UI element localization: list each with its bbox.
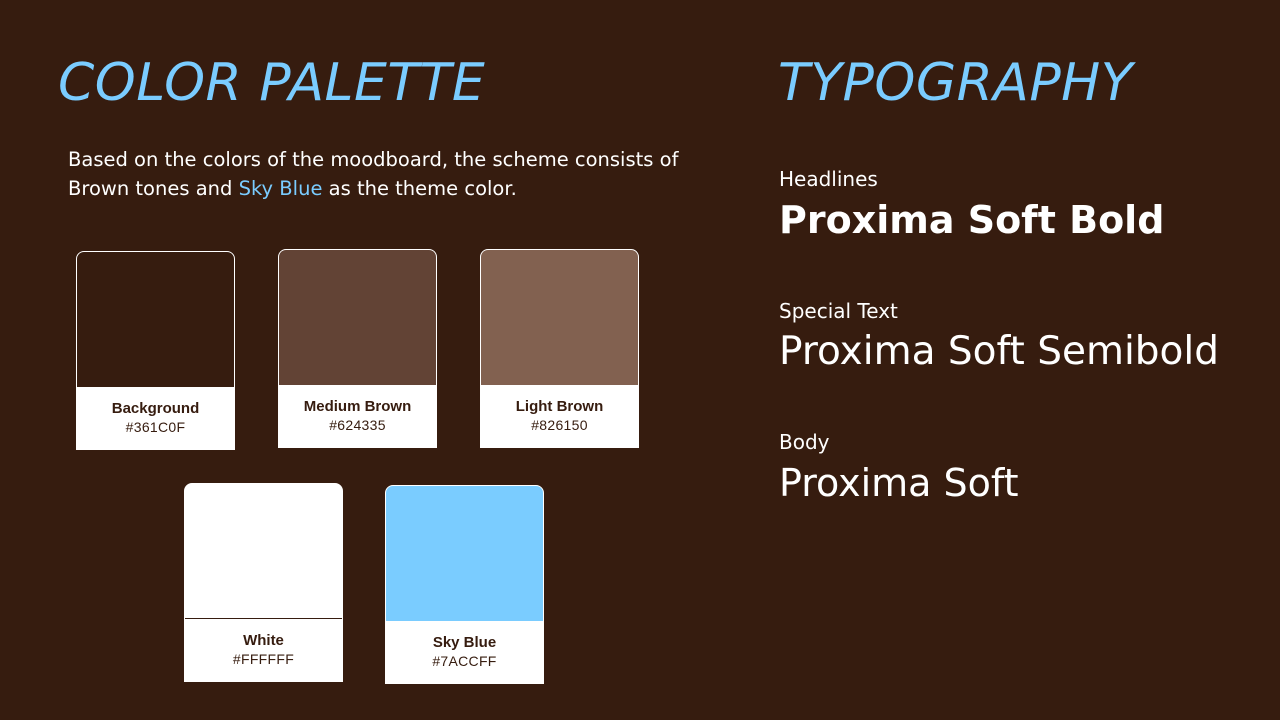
description-text-start: Based on the colors of the moodboard, the scheme consists of Brown tones and: [68, 148, 679, 200]
body-label: Body: [779, 430, 830, 454]
swatch-hex: #361C0F: [125, 419, 186, 435]
swatch-white: [184, 483, 343, 682]
swatch-caption: [185, 619, 342, 681]
swatch-caption: [386, 621, 543, 683]
typography-title: TYPOGRAPHY: [778, 53, 1134, 113]
swatch-light-brown: [480, 249, 639, 448]
swatch-sky-blue: [385, 485, 544, 684]
swatch-name: Background: [111, 400, 200, 417]
color-chip: [481, 250, 638, 385]
swatch-hex: #FFFFFF: [232, 651, 295, 667]
color-chip: [386, 486, 543, 621]
body-font-sample: Proxima Soft: [779, 461, 1019, 505]
headlines-label: Headlines: [779, 167, 878, 191]
color-chip: [185, 484, 342, 619]
swatch-name: Light Brown: [515, 398, 604, 415]
swatch-medium-brown: [278, 249, 437, 448]
swatch-name: White: [243, 632, 284, 649]
swatch-hex: #826150: [531, 417, 588, 433]
headlines-font-sample: Proxima Soft Bold: [779, 198, 1165, 242]
swatch-hex: #7ACCFF: [432, 653, 497, 669]
description-text-end: as the theme color.: [322, 177, 517, 200]
swatch-hex: #624335: [329, 417, 386, 433]
special-text-label: Special Text: [779, 299, 898, 323]
swatch-background: [76, 251, 235, 450]
swatch-caption: [77, 387, 234, 449]
swatch-name: Medium Brown: [303, 398, 412, 415]
swatch-caption: [481, 385, 638, 447]
swatch-caption: [279, 385, 436, 447]
palette-description: [68, 145, 728, 203]
color-palette-title: COLOR PALETTE: [58, 53, 486, 113]
special-text-font-sample: Proxima Soft Semibold: [779, 329, 1220, 374]
swatch-name: Sky Blue: [432, 634, 497, 651]
description-highlight: Sky Blue: [238, 177, 323, 200]
color-chip: [279, 250, 436, 385]
color-chip: [77, 252, 234, 387]
